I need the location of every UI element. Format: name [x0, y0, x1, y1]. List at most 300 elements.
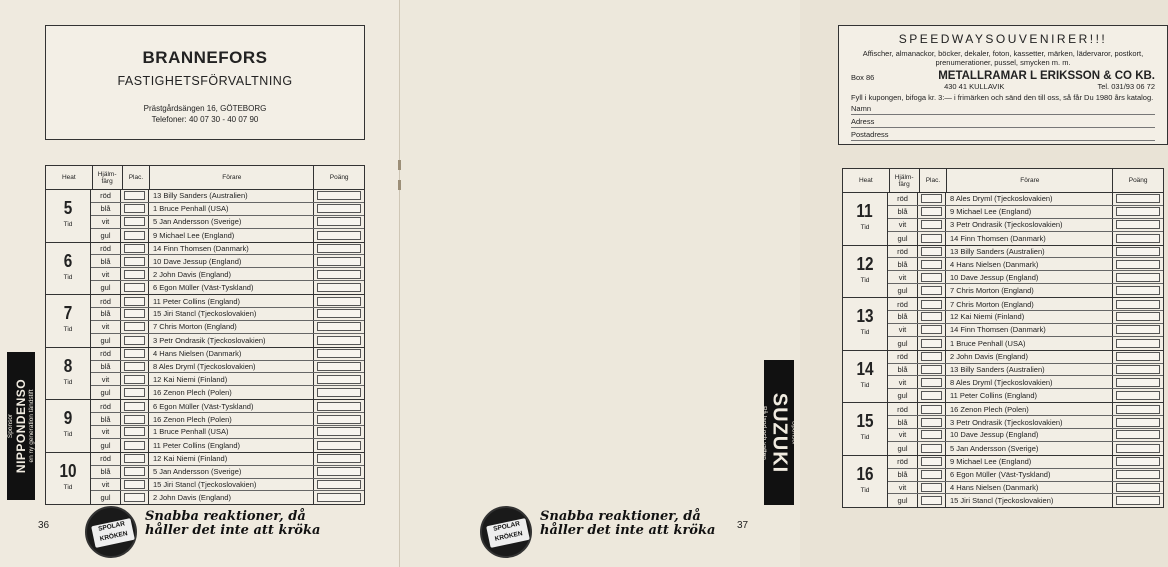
heat-number-cell	[843, 298, 888, 350]
table-row	[888, 482, 1163, 495]
table-row	[91, 334, 364, 347]
table-header	[843, 169, 1163, 193]
placement-box[interactable]	[121, 439, 149, 452]
rider-name: 8 Ales Dryml (Tjeckoslovakien)	[946, 193, 1113, 205]
placement-box[interactable]	[918, 219, 946, 231]
points-box[interactable]	[1113, 482, 1163, 494]
points-box[interactable]	[1113, 416, 1163, 428]
rider-name: 14 Finn Thomsen (Danmark)	[149, 243, 314, 255]
header-plac: Plac.	[920, 169, 948, 192]
rider-name: 2 John Davis (England)	[946, 351, 1113, 363]
rider-name: 1 Bruce Penhall (USA)	[149, 203, 314, 215]
table-row	[91, 216, 364, 229]
points-box[interactable]	[314, 268, 364, 280]
placement-box[interactable]	[121, 321, 149, 333]
points-box[interactable]	[1113, 298, 1163, 310]
helmet-color: blå	[888, 416, 918, 428]
table-row	[888, 246, 1163, 259]
souvenir-ad	[838, 25, 1168, 145]
helmet-color: gul	[91, 439, 121, 452]
heat-list	[46, 190, 364, 504]
helmet-color: vit	[91, 268, 121, 280]
heat-time-label: Tid	[63, 431, 73, 439]
table-row	[888, 219, 1163, 232]
helmet-color: vit	[91, 426, 121, 438]
table-row	[888, 258, 1163, 271]
table-row	[888, 376, 1163, 389]
points-box[interactable]	[1113, 376, 1163, 388]
points-box[interactable]	[314, 243, 364, 255]
heat-number-cell	[843, 403, 888, 455]
slogan	[145, 510, 320, 538]
heat-time-label: Tid	[63, 221, 73, 228]
placement-box[interactable]	[121, 386, 149, 399]
slogan-line: Snabba reaktioner, då	[145, 509, 306, 524]
table-row	[888, 324, 1163, 337]
left-heat-table	[45, 165, 365, 505]
heat-number: 11	[856, 201, 874, 221]
placement-box[interactable]	[121, 466, 149, 478]
placement-box[interactable]	[121, 308, 149, 320]
rider-name: 16 Zenon Plech (Polen)	[149, 413, 314, 425]
points-box[interactable]	[314, 216, 364, 228]
rider-name: 15 Jiri Stancl (Tjeckoslovakien)	[149, 308, 314, 320]
table-row	[91, 413, 364, 426]
heat-time-label: Tid	[860, 329, 870, 337]
points-box[interactable]	[314, 439, 364, 452]
rider-name: 12 Kai Niemi (Finland)	[149, 373, 314, 385]
helmet-color: blå	[888, 258, 918, 270]
placement-box[interactable]	[121, 243, 149, 255]
table-row	[91, 321, 364, 334]
heat-number: 10	[59, 460, 77, 481]
points-box[interactable]	[1113, 311, 1163, 323]
placement-box[interactable]	[918, 456, 946, 468]
rider-name: 3 Petr Ondrasik (Tjeckoslovakien)	[946, 416, 1113, 428]
heat-block	[843, 298, 1163, 351]
table-row	[91, 243, 364, 256]
heat-block	[46, 295, 364, 348]
helmet-color: blå	[91, 308, 121, 320]
header-rider: Förare	[947, 169, 1113, 192]
placement-box[interactable]	[121, 453, 149, 465]
heat-block	[46, 190, 364, 243]
placement-box[interactable]	[121, 426, 149, 438]
heat-number: 7	[63, 303, 73, 324]
table-row	[888, 389, 1163, 402]
helmet-color: blå	[91, 203, 121, 215]
rider-name: 11 Peter Collins (England)	[149, 295, 314, 307]
points-box[interactable]	[1113, 389, 1163, 402]
table-row	[888, 456, 1163, 469]
placement-box[interactable]	[121, 361, 149, 373]
rider-name: 10 Dave Jessup (England)	[946, 429, 1113, 441]
table-row	[888, 469, 1163, 482]
ad-instructions: Fyll i kupongen, bifoga kr. 3:— i frimärken och sänd den till oss, så får Du 1980 års katalog.	[851, 93, 1154, 102]
gutter-mark	[398, 160, 401, 170]
placement-box[interactable]	[918, 442, 946, 455]
helmet-color: gul	[888, 389, 918, 402]
ad-company-name: BRANNEFORS	[142, 48, 268, 67]
table-row	[888, 429, 1163, 442]
table-row	[91, 361, 364, 374]
placement-box[interactable]	[918, 193, 946, 205]
points-box[interactable]	[1113, 324, 1163, 336]
rider-name: 8 Ales Dryml (Tjeckoslovakien)	[149, 361, 314, 373]
heat-number-cell	[843, 246, 888, 298]
rider-name: 7 Chris Morton (England)	[946, 284, 1113, 297]
table-row	[888, 416, 1163, 429]
right-heat-table	[842, 168, 1164, 508]
points-box[interactable]	[1113, 193, 1163, 205]
placement-box[interactable]	[121, 491, 149, 504]
rider-name: 7 Chris Morton (England)	[149, 321, 314, 333]
rider-name: 15 Jiri Stancl (Tjeckoslovakien)	[149, 479, 314, 491]
placement-box[interactable]	[121, 203, 149, 215]
helmet-color: gul	[888, 494, 918, 507]
points-box[interactable]	[1113, 494, 1163, 507]
placement-box[interactable]	[918, 337, 946, 350]
ad-box: Box 86	[851, 73, 875, 82]
helmet-color: röd	[888, 403, 918, 415]
heat-number: 16	[856, 463, 874, 484]
heat-block	[46, 400, 364, 453]
placement-box[interactable]	[918, 376, 946, 388]
helmet-color: vit	[91, 216, 121, 228]
helmet-color: röd	[91, 243, 121, 255]
helmet-color: gul	[888, 337, 918, 350]
helmet-color: vit	[888, 376, 918, 388]
points-box[interactable]	[314, 491, 364, 504]
ad-company: METALLRAMAR L ERIKSSON & CO KB.	[938, 70, 1155, 82]
helmet-color: vit	[91, 479, 121, 491]
placement-box[interactable]	[918, 469, 946, 481]
placement-box[interactable]	[121, 268, 149, 280]
helmet-color: röd	[91, 400, 121, 412]
heat-block	[46, 243, 364, 296]
placement-box[interactable]	[918, 364, 946, 376]
banner-tagline: På land och vatten	[760, 405, 768, 460]
points-box[interactable]	[314, 281, 364, 294]
heat-time-label: Tid	[860, 224, 870, 231]
table-row	[91, 268, 364, 281]
page-number: 36	[38, 520, 50, 531]
placement-box[interactable]	[918, 206, 946, 218]
header-color: Hjälm-färg	[93, 166, 123, 189]
table-row	[888, 284, 1163, 297]
rider-name: 5 Jan Andersson (Sverige)	[149, 466, 314, 478]
rider-name: 12 Kai Niemi (Finland)	[946, 311, 1113, 323]
brannefors-ad	[45, 25, 365, 140]
points-box[interactable]	[1113, 469, 1163, 481]
points-box[interactable]	[314, 229, 364, 242]
rider-name: 10 Dave Jessup (England)	[946, 271, 1113, 283]
header-rider: Förare	[150, 166, 314, 189]
rider-name: 8 Ales Dryml (Tjeckoslovakien)	[946, 376, 1113, 388]
placement-box[interactable]	[121, 216, 149, 228]
rider-name: 1 Bruce Penhall (USA)	[149, 426, 314, 438]
helmet-color: vit	[888, 219, 918, 231]
slogan	[540, 510, 715, 538]
placement-box[interactable]	[918, 482, 946, 494]
placement-box[interactable]	[918, 271, 946, 283]
points-box[interactable]	[314, 466, 364, 478]
points-box[interactable]	[1113, 429, 1163, 441]
table-row	[91, 400, 364, 413]
helmet-color: vit	[888, 271, 918, 283]
heat-block	[843, 403, 1163, 456]
placement-box[interactable]	[918, 284, 946, 297]
placement-box[interactable]	[121, 295, 149, 307]
heat-time-label: Tid	[860, 276, 870, 284]
rider-name: 4 Hans Nielsen (Danmark)	[946, 482, 1113, 494]
points-box[interactable]	[314, 348, 364, 360]
rider-name: 4 Hans Nielsen (Danmark)	[946, 258, 1113, 270]
placement-box[interactable]	[918, 416, 946, 428]
points-box[interactable]	[1113, 364, 1163, 376]
rider-name: 9 Michael Lee (England)	[946, 206, 1113, 218]
points-box[interactable]	[314, 453, 364, 465]
helmet-color: blå	[91, 413, 121, 425]
points-box[interactable]	[1113, 246, 1163, 258]
table-row	[888, 351, 1163, 364]
placement-box[interactable]	[121, 413, 149, 425]
ad-tel: Tel. 031/93 06 72	[1097, 82, 1155, 91]
rider-name: 6 Egon Müller (Väst-Tyskland)	[149, 400, 314, 412]
spolar-kroken-logo: SPOLAR KRÖKEN	[480, 506, 532, 558]
table-row	[91, 426, 364, 439]
rider-name: 1 Bruce Penhall (USA)	[946, 337, 1113, 350]
placement-box[interactable]	[918, 232, 946, 245]
helmet-color: blå	[888, 206, 918, 218]
helmet-color: gul	[888, 284, 918, 297]
heat-number-cell	[843, 456, 888, 508]
points-box[interactable]	[1113, 337, 1163, 350]
heat-time-label: Tid	[860, 434, 870, 442]
points-box[interactable]	[314, 386, 364, 399]
rider-name: 13 Billy Sanders (Australien)	[946, 246, 1113, 258]
heat-time-label: Tid	[63, 326, 73, 334]
heat-number-cell	[843, 193, 888, 245]
points-box[interactable]	[1113, 206, 1163, 218]
table-row	[888, 206, 1163, 219]
rider-name: 11 Peter Collins (England)	[946, 389, 1113, 402]
rider-name: 16 Zenon Plech (Polen)	[946, 403, 1113, 415]
rider-name: 13 Billy Sanders (Australien)	[946, 364, 1113, 376]
rider-name: 15 Jiri Stancl (Tjeckoslovakien)	[946, 494, 1113, 507]
table-row	[91, 295, 364, 308]
rider-name: 5 Jan Andersson (Sverige)	[946, 442, 1113, 455]
points-box[interactable]	[1113, 403, 1163, 415]
banner-sponsor-label: Sponsor	[790, 420, 798, 445]
placement-box[interactable]	[918, 258, 946, 270]
table-row	[91, 190, 364, 203]
heat-number-cell	[46, 243, 91, 295]
points-box[interactable]	[1113, 351, 1163, 363]
banner-title: SUZUKI	[768, 392, 791, 473]
placement-box[interactable]	[918, 246, 946, 258]
helmet-color: gul	[91, 281, 121, 294]
helmet-color: blå	[888, 364, 918, 376]
placement-box[interactable]	[918, 494, 946, 507]
placement-box[interactable]	[918, 429, 946, 441]
points-box[interactable]	[314, 321, 364, 333]
helmet-color: vit	[888, 324, 918, 336]
helmet-color: röd	[91, 453, 121, 465]
suzuki-banner	[760, 360, 798, 505]
placement-box[interactable]	[918, 403, 946, 415]
helmet-color: röd	[91, 295, 121, 307]
placement-box[interactable]	[918, 389, 946, 402]
placement-box[interactable]	[121, 479, 149, 491]
points-box[interactable]	[1113, 271, 1163, 283]
placement-box[interactable]	[121, 334, 149, 347]
slogan-line: håller det inte att kröka	[145, 523, 321, 538]
rider-name: 6 Egon Müller (Väst-Tyskland)	[149, 281, 314, 294]
right-page	[400, 0, 1155, 567]
table-row	[91, 281, 364, 294]
helmet-color: blå	[91, 361, 121, 373]
helmet-color: röd	[888, 456, 918, 468]
points-box[interactable]	[1113, 284, 1163, 297]
header-points: Poäng	[329, 174, 349, 181]
heat-number-cell	[843, 351, 888, 403]
points-box[interactable]	[1113, 258, 1163, 270]
heat-time-label: Tid	[860, 381, 870, 389]
points-box[interactable]	[314, 413, 364, 425]
heat-number-cell	[46, 295, 91, 347]
rider-name: 10 Dave Jessup (England)	[149, 255, 314, 267]
placement-box[interactable]	[121, 255, 149, 267]
placement-box[interactable]	[121, 373, 149, 385]
ad-postal: 430 41 KULLAVIK	[944, 82, 1005, 91]
points-box[interactable]	[314, 295, 364, 307]
rider-name: 11 Peter Collins (England)	[149, 439, 314, 452]
helmet-color: röd	[888, 351, 918, 363]
helmet-color: vit	[91, 373, 121, 385]
heat-time-label: Tid	[860, 486, 870, 494]
heat-block	[843, 193, 1163, 246]
coupon-name-field[interactable]: Namn	[851, 103, 1155, 115]
slogan-line: håller det inte att kröka	[540, 523, 716, 538]
placement-box[interactable]	[121, 400, 149, 412]
rider-name: 12 Kai Niemi (Finland)	[149, 453, 314, 465]
heat-number-cell	[46, 190, 91, 242]
placement-box[interactable]	[121, 281, 149, 294]
helmet-color: gul	[888, 442, 918, 455]
banner-tagline: en ny generation tändstift	[28, 389, 35, 463]
points-box[interactable]	[314, 255, 364, 267]
helmet-color: gul	[91, 334, 121, 347]
gutter-mark	[398, 180, 401, 190]
ad-company-subtitle: FASTIGHETSFÖRVALTNING	[117, 74, 293, 88]
ad-address: Prästgårdsängen 16, GÖTEBORG	[143, 104, 267, 113]
rider-name: 9 Michael Lee (England)	[946, 456, 1113, 468]
heat-number: 13	[856, 306, 874, 327]
table-row	[888, 364, 1163, 377]
ad-items: Affischer, almanackor, böcker, dekaler, foton, kassetter, märken, lädervaror, postkort, prenumerationer, pussel, smycken m. m.	[862, 49, 1144, 67]
table-row	[888, 298, 1163, 311]
table-row	[91, 229, 364, 242]
heat-number-cell	[46, 453, 91, 505]
table-header	[46, 166, 364, 190]
table-row	[888, 494, 1163, 507]
heat-number: 9	[63, 408, 73, 429]
table-row	[91, 386, 364, 399]
heat-block	[843, 456, 1163, 508]
placement-box[interactable]	[121, 348, 149, 360]
points-box[interactable]	[314, 479, 364, 491]
points-box[interactable]	[1113, 456, 1163, 468]
placement-box[interactable]	[918, 324, 946, 336]
points-box[interactable]	[314, 308, 364, 320]
table-row	[888, 403, 1163, 416]
table-row	[888, 337, 1163, 350]
coupon-postal-field[interactable]: Postadress	[851, 129, 1155, 141]
rider-name: 7 Chris Morton (England)	[946, 298, 1113, 310]
header-plac: Plac.	[123, 166, 151, 189]
points-box[interactable]	[314, 334, 364, 347]
table-row	[91, 491, 364, 504]
heat-block	[46, 453, 364, 505]
points-box[interactable]	[314, 373, 364, 385]
heat-block	[843, 351, 1163, 404]
helmet-color: blå	[91, 255, 121, 267]
placement-box[interactable]	[121, 190, 149, 202]
points-box[interactable]	[1113, 232, 1163, 245]
header-heat: Heat	[843, 169, 890, 192]
placement-box[interactable]	[121, 229, 149, 242]
helmet-color: blå	[888, 469, 918, 481]
heat-time-label: Tid	[63, 273, 73, 281]
points-box[interactable]	[314, 361, 364, 373]
helmet-color: vit	[888, 482, 918, 494]
table-row	[888, 232, 1163, 245]
points-box[interactable]	[1113, 219, 1163, 231]
helmet-color: blå	[91, 466, 121, 478]
rider-name: 6 Egon Müller (Väst-Tyskland)	[946, 469, 1113, 481]
coupon-address-field[interactable]: Adress	[851, 116, 1155, 128]
slogan-line: Snabba reaktioner, då	[540, 509, 701, 524]
points-box[interactable]	[314, 190, 364, 202]
placement-box[interactable]	[918, 298, 946, 310]
points-box[interactable]	[314, 426, 364, 438]
heat-number: 14	[856, 358, 874, 379]
ad-title: SPEEDWAYSOUVENIRER!!!	[898, 32, 1108, 46]
helmet-color: gul	[888, 232, 918, 245]
left-page	[0, 0, 400, 567]
heat-number: 6	[63, 250, 73, 271]
banner-title: NIPPONDENSO	[14, 378, 28, 474]
table-row	[91, 308, 364, 321]
points-box[interactable]	[314, 203, 364, 215]
header-heat: Heat	[46, 166, 93, 189]
points-box[interactable]	[1113, 442, 1163, 455]
table-row	[888, 311, 1163, 324]
page-number: 37	[737, 520, 749, 531]
rider-name: 2 John Davis (England)	[149, 491, 314, 504]
placement-box[interactable]	[918, 351, 946, 363]
rider-name: 14 Finn Thomsen (Danmark)	[946, 324, 1113, 336]
rider-name: 5 Jan Andersson (Sverige)	[149, 216, 314, 228]
heat-number: 15	[856, 411, 874, 432]
heat-number: 8	[63, 355, 73, 376]
points-box[interactable]	[314, 400, 364, 412]
helmet-color: vit	[91, 321, 121, 333]
rider-name: 3 Petr Ondrasik (Tjeckoslovakien)	[946, 219, 1113, 231]
table-row	[91, 203, 364, 216]
placement-box[interactable]	[918, 311, 946, 323]
